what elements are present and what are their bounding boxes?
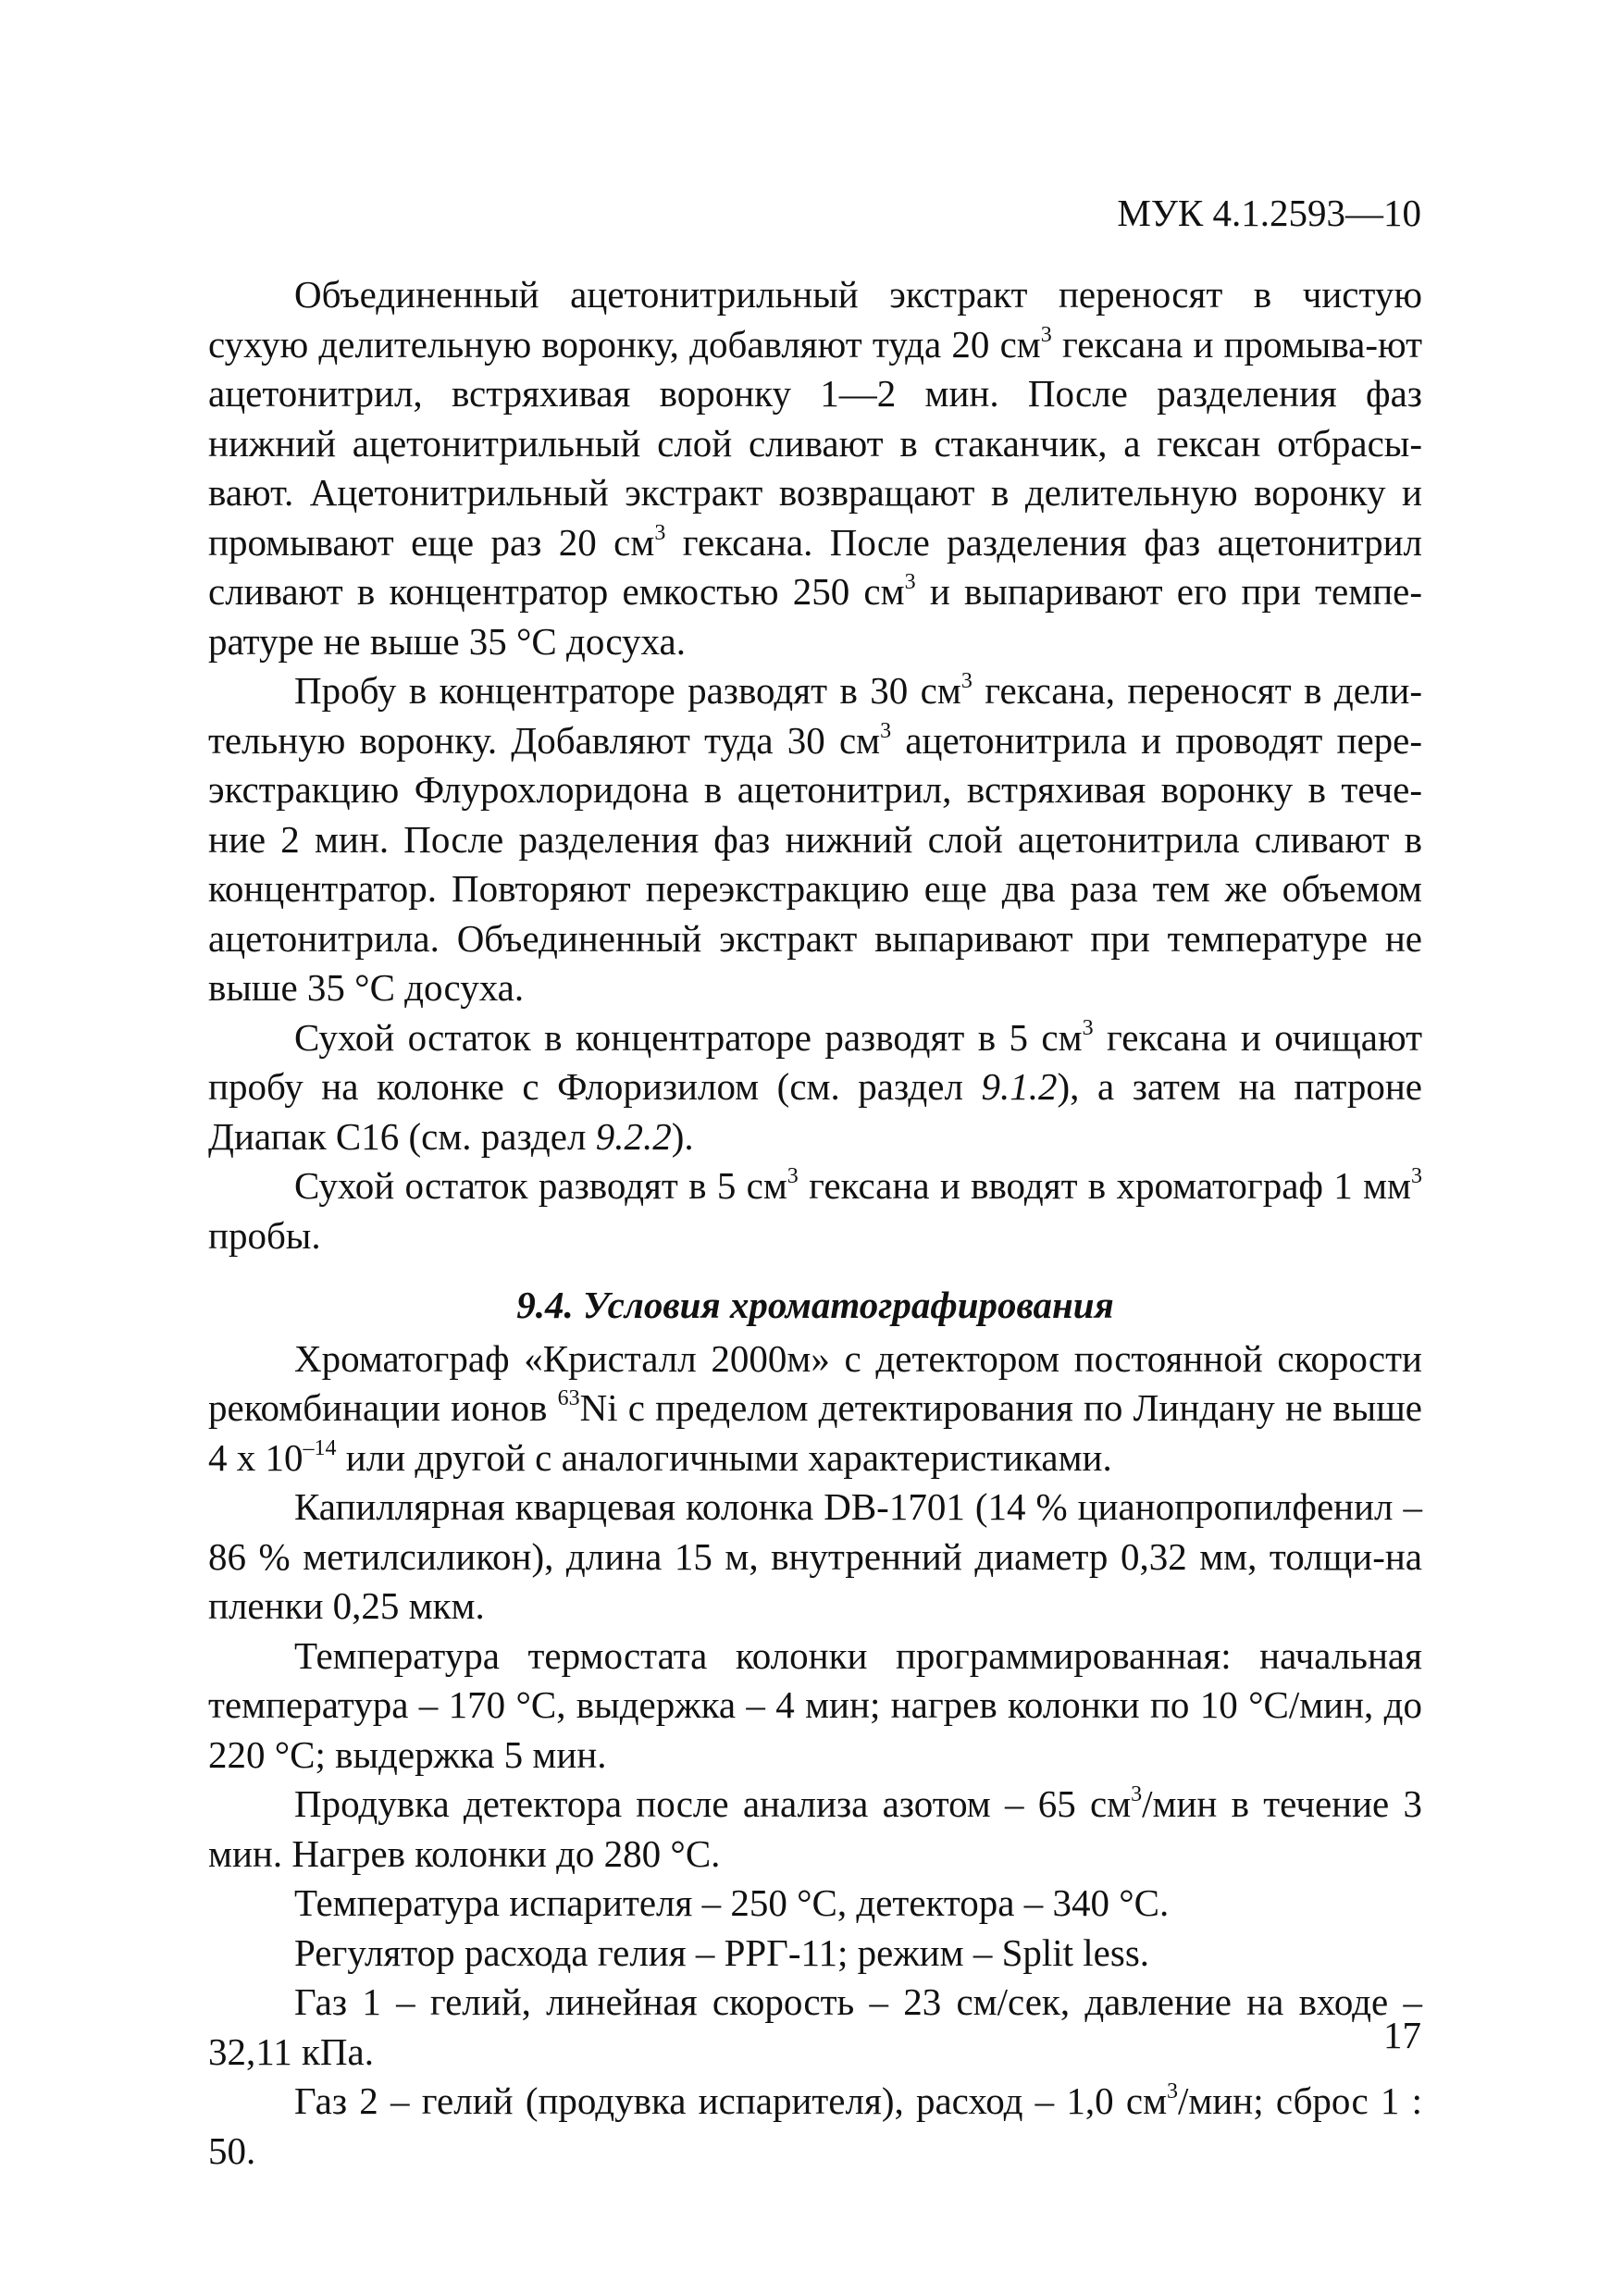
paragraph-sample-reextraction: Пробу в концентраторе разводят в 30 $см^3$ гексана, переносят в дели-тельную воронку. Добавляют туда 30 $см^3$ ацетонитрила и проводят пере-экстракцию Флурохлоридона в ацетонитрил, встряхивая воронку в тече-ние 2 мин. После разделения фаз нижний слой ацетонитрила сливают в концентратор. Повторяют переэкстракцию еще два раза тем же объемом ацетонитрила. Объединенный экстракт выпаривают при температуре не выше 35 °С досуха. xyxy=(208,669,1423,1009)
page-number: 17 xyxy=(1383,2014,1421,2056)
section-reference: 9.2.2 xyxy=(595,1114,672,1158)
paragraph-gas-2: Газ 2 – гелий (продувка испарителя), расход – 1,0 $см^3$/мин; сброс 1 : 50. xyxy=(208,2079,1423,2172)
paragraph-gas-1: Газ 1 – гелий, линейная скорость – 23 см/сек, давление на входе – 32,11 кПа. xyxy=(208,1980,1422,2073)
paragraph-helium-regulator: Регулятор расхода гелия – РРГ-11; режим – Split less. xyxy=(294,1930,1150,1974)
paragraph-capillary-column: Капиллярная кварцевая колонка DB-1701 (14 % цианопропилфенил – 86 % метилсиликон), длина 15 м, внутренний диаметр 0,32 мм, толщи-на пленки 0,25 мкм. xyxy=(208,1485,1422,1627)
document-body xyxy=(208,270,1422,2176)
paragraph-chromatograph: Хроматограф «Кристалл 2000м» с детектором постоянной скорости рекомбинации ионов $^{63}$Ni с пределом детектирования по Линдану не выше 4 x $10^{-14}$ или другой с аналогичными характеристиками. xyxy=(208,1336,1422,1479)
paragraph-detector-purge: Продувка детектора после анализа азотом – 65 $см^3$/мин в течение 3 мин. Нагрев колонки до 280 °С. xyxy=(208,1782,1422,1875)
paragraph-thermostat-temperature: Температура термостата колонки программированная: начальная температура – 170 °С, выдержка – 4 мин; нагрев колонки по 10 °С/мин, до 220 °С; выдержка 5 мин. xyxy=(208,1633,1422,1776)
section-heading: 9.4. Условия хроматографирования xyxy=(516,1284,1114,1326)
paragraph-combined-extract: Объединенный ацетонитрильный экстракт переносят в чистую сухую делительную воронку, добавляют туда 20 $см^3$ гексана и промыва-ют ацетонитрил, встряхивая воронку 1—2 мин. После разделения фаз нижний ацетонитрильный слой сливают в стаканчик, а гексан отбрасы-вают. Ацетонитрильный экстракт возвращают в делительную воронку и промывают еще раз 20 $см^3$ гексана. После разделения фаз ацетонитрил сливают в концентратор емкостью 250 $см^3$ и выпаривают его при темпе-ратуре не выше 35 °С досуха. xyxy=(208,273,1423,663)
paragraph-injection: Сухой остаток разводят в 5 $см^3$ гексана и вводят в хроматограф 1 $мм^3$ пробы. xyxy=(208,1164,1422,1257)
paragraph-evaporator-temperature: Температура испарителя – 250 °С, детектора – 340 °С. xyxy=(294,1881,1170,1924)
section-reference: 9.1.2 xyxy=(981,1065,1058,1108)
document-code-header: МУК 4.1.2593—10 xyxy=(1117,192,1421,234)
paragraph-dry-residue-cleanup: Сухой остаток в концентраторе разводят в 5 $см^3$ гексана и очищают пробу на колонке с Флоризилом (см. раздел 9.1.2), а затем на патроне Диапак С16 (см. раздел 9.2.2). xyxy=(208,1015,1422,1158)
